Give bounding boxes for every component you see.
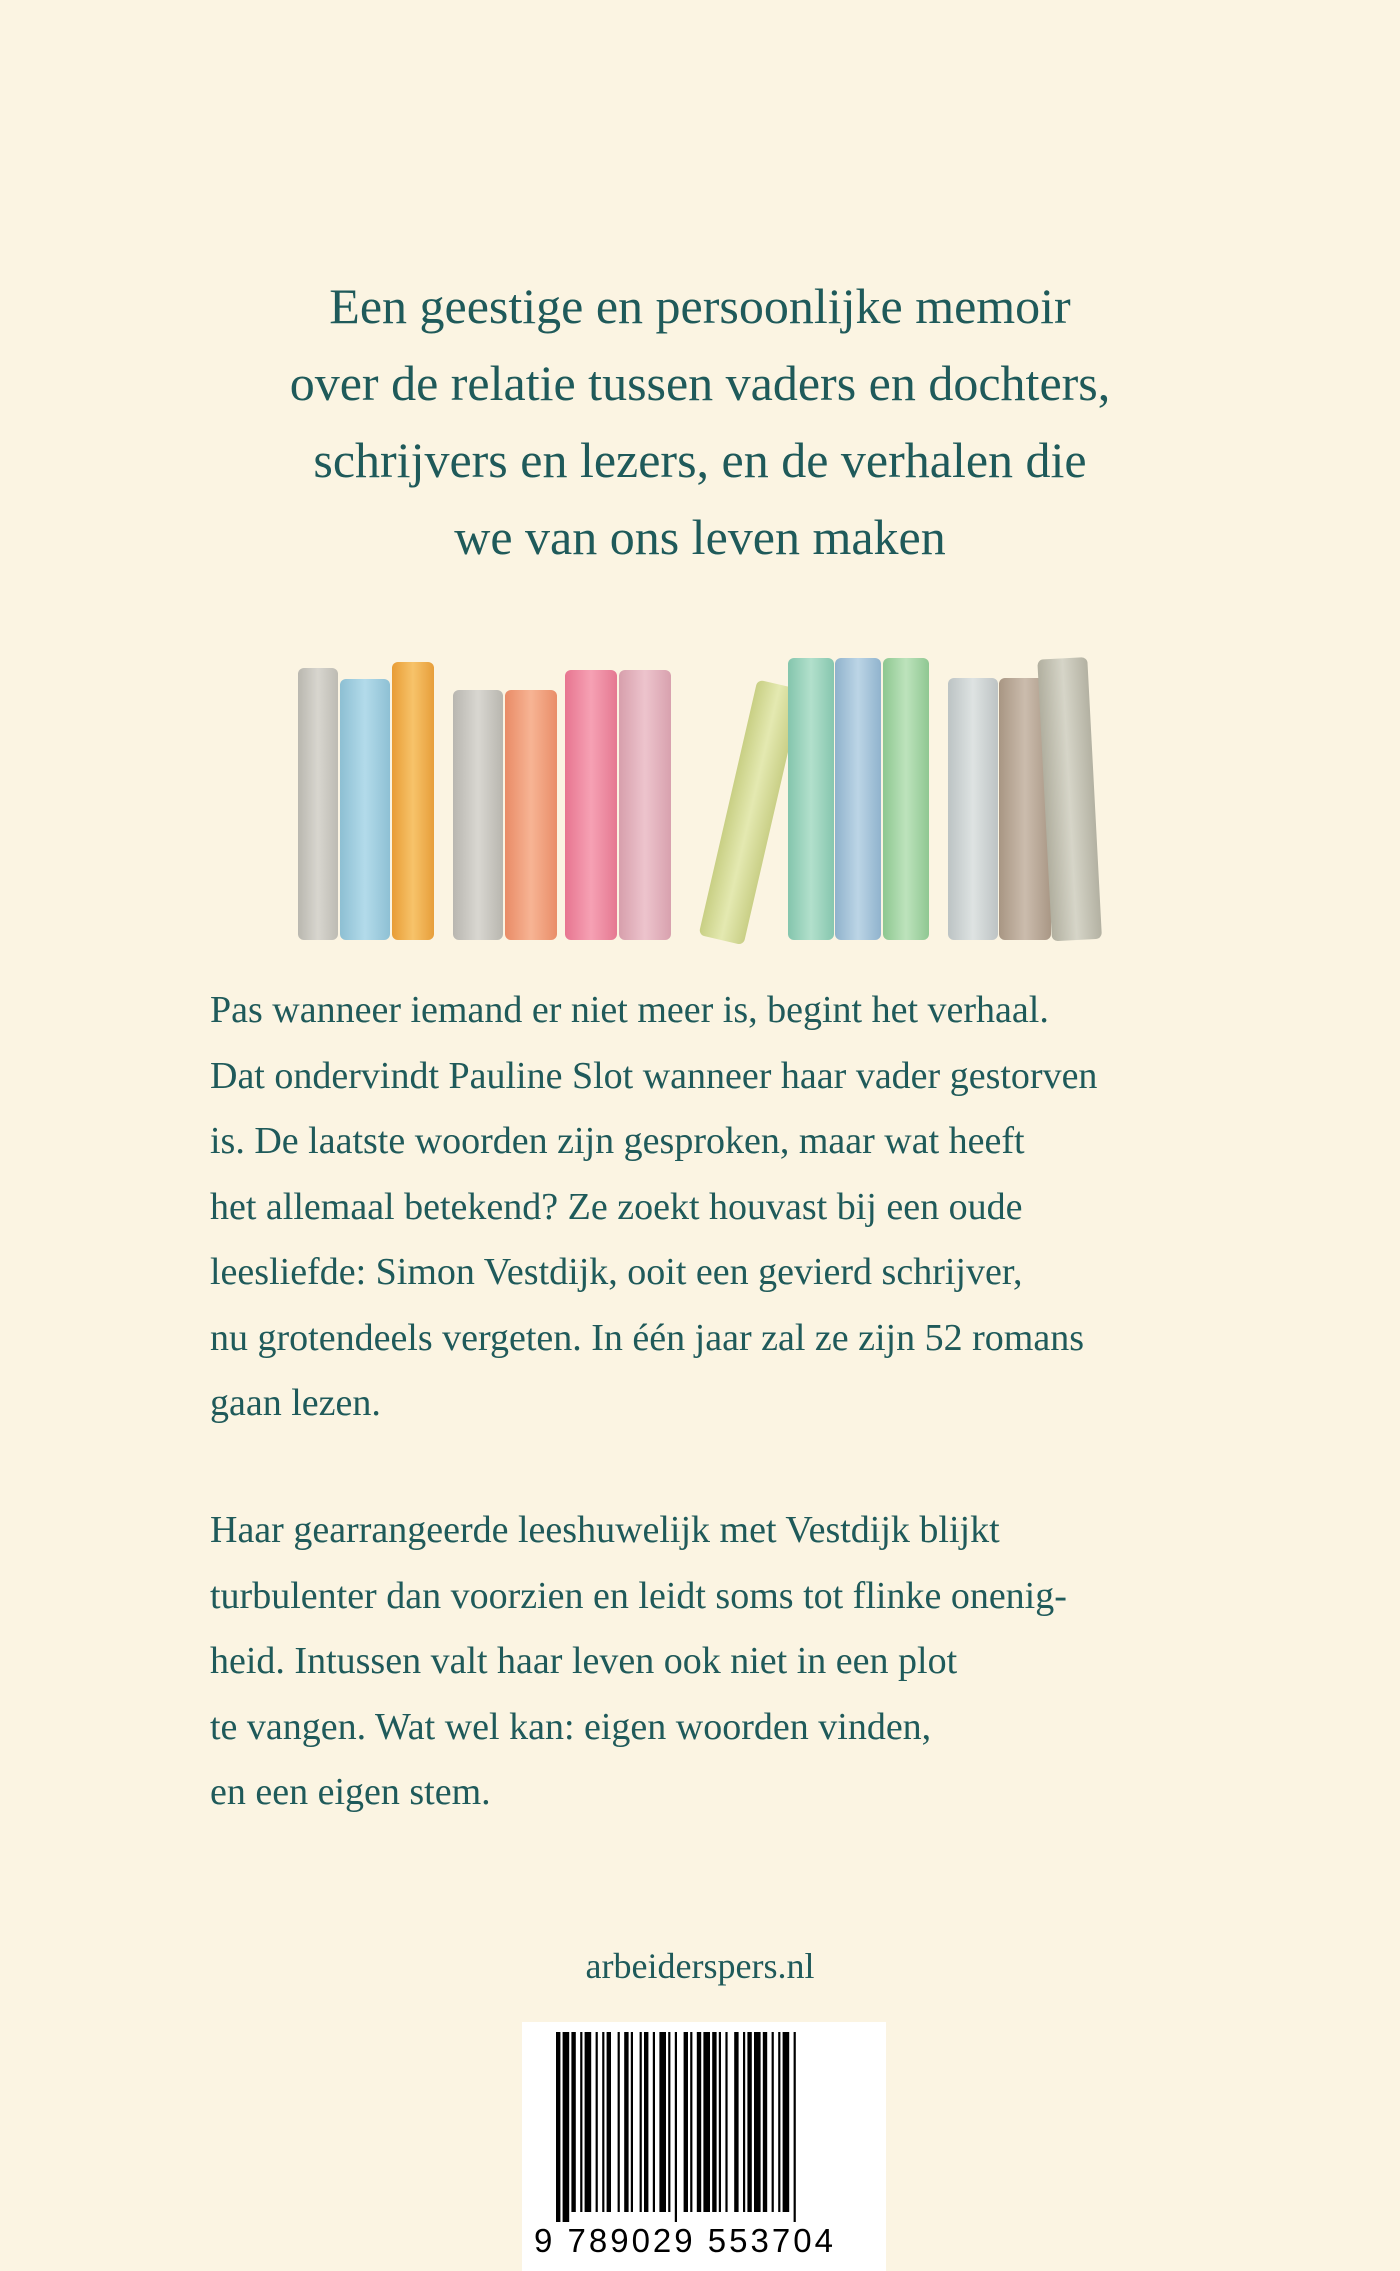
barcode-bar <box>640 2032 642 2212</box>
barcode-bar <box>734 2032 738 2212</box>
blurb-line: gaan lezen. <box>210 1382 381 1424</box>
publisher-website[interactable]: arbeiderspers.nl <box>585 1946 815 1986</box>
blurb-line: te vangen. Wat wel kan: eigen woorden vinden, <box>210 1705 932 1748</box>
barcode-bar <box>607 2032 611 2212</box>
blurb-line: Dat ondervindt Pauline Slot wanneer haar vader gestorven <box>210 1054 1098 1097</box>
barcode-bar <box>697 2032 701 2212</box>
barcode-bar <box>618 2032 620 2212</box>
tagline-line: Een geestige en persoonlijke memoir <box>329 278 1071 334</box>
blurb-line: en een eigen stem. <box>210 1771 491 1813</box>
barcode-bar <box>631 2032 633 2212</box>
book-spine <box>453 690 503 940</box>
book-spine <box>505 690 557 940</box>
barcode-bar <box>778 2032 780 2212</box>
barcode-bar <box>794 2032 796 2222</box>
barcode-bar <box>585 2032 592 2212</box>
barcode-bar <box>725 2032 727 2212</box>
barcode-bar <box>653 2032 655 2212</box>
book-spine <box>835 658 881 940</box>
blurb-paragraph-1 <box>210 978 1210 1437</box>
barcode-bar <box>659 2032 666 2212</box>
book-spine <box>948 678 998 940</box>
blurb-line: turbulenter dan voorzien en leidt soms tot flinke onenig- <box>210 1574 1067 1617</box>
blurb-line: heid. Intussen valt haar leven ook niet in een plot <box>210 1640 958 1682</box>
blurb-line: Haar gearrangeerde leeshuwelijk met Vestdijk blijkt <box>210 1509 1000 1551</box>
book-spine <box>392 662 434 940</box>
barcode-bar <box>580 2032 582 2212</box>
book-spine <box>340 679 390 940</box>
barcode-bar <box>747 2032 751 2212</box>
barcode-bar <box>602 2032 604 2212</box>
tagline-line: schrijvers en lezers, en de verhalen die <box>313 432 1087 488</box>
barcode-bar <box>668 2032 670 2212</box>
barcode-number: 9 789029 553704 <box>534 2222 836 2259</box>
barcode-bar <box>596 2032 598 2212</box>
tagline-line: over de relatie tussen vaders en dochters, <box>289 355 1111 411</box>
book-spine <box>788 658 834 940</box>
barcode-bar <box>571 2032 575 2212</box>
barcode-bar <box>783 2032 790 2212</box>
tagline-line: we van ons leven maken <box>454 509 946 565</box>
barcode-bar <box>675 2032 677 2222</box>
barcode-bar <box>624 2032 628 2212</box>
blurb-line: Pas wanneer iemand er niet meer is, begint het verhaal. <box>210 989 1049 1031</box>
isbn-barcode <box>522 2022 886 2271</box>
barcode-bar <box>763 2032 767 2212</box>
blurb-line: leesliefde: Simon Vestdijk, ooit een gevierd schrijver, <box>210 1251 1023 1293</box>
barcode-bar <box>719 2032 721 2212</box>
barcode-bar <box>754 2032 761 2212</box>
book-spine <box>619 670 671 940</box>
blurb-line: is. De laatste woorden zijn gesproken, maar wat heeft <box>210 1120 1025 1162</box>
book-spine <box>565 670 617 940</box>
tagline <box>200 268 1200 576</box>
blurb-line: nu grotendeels vergeten. In één jaar zal ze zijn 52 romans <box>210 1316 1084 1359</box>
blurb-line: het allemaal betekend? Ze zoekt houvast bij een oude <box>210 1185 1023 1228</box>
book-spine <box>298 668 338 940</box>
barcode-bar <box>556 2032 560 2222</box>
book-spine <box>699 680 803 946</box>
barcode-bar <box>703 2032 710 2212</box>
barcode-bar <box>563 2032 570 2222</box>
bookshelf-illustration <box>0 620 1400 940</box>
barcode-bar <box>712 2032 716 2212</box>
barcode-bar <box>690 2032 692 2212</box>
barcode-bar <box>743 2032 745 2212</box>
barcode-bar <box>644 2032 648 2212</box>
book-spine <box>883 658 929 940</box>
barcode-bar <box>684 2032 688 2212</box>
blurb-paragraph-2 <box>210 1498 1210 1826</box>
barcode-bar <box>772 2032 774 2212</box>
barcode-bars <box>522 2022 886 2222</box>
